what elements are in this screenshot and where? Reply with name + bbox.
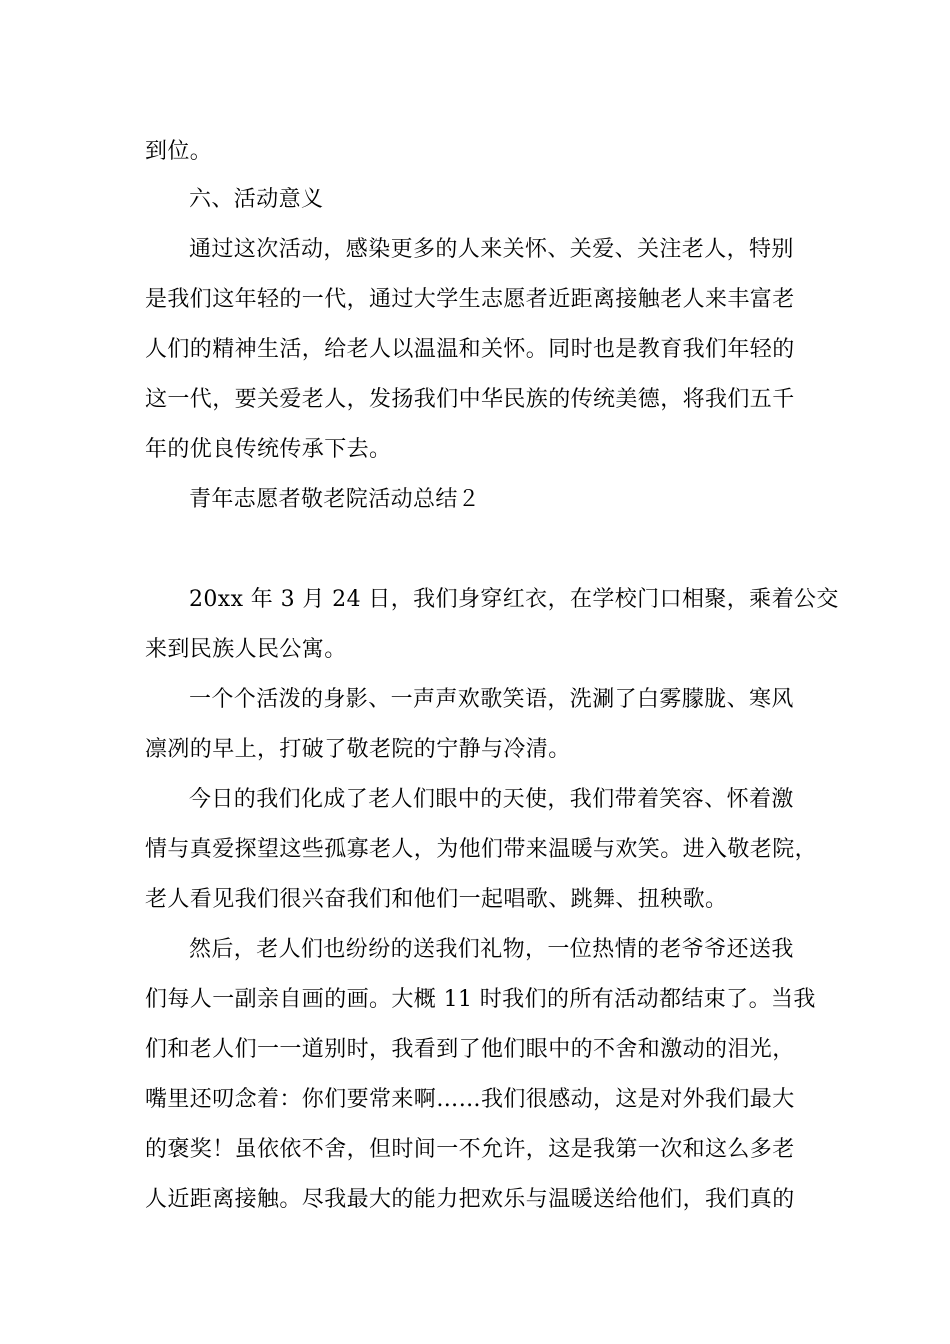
text-line: 情与真爱探望这些孤寡老人，为他们带来温暖与欢笑。进入敬老院，: [145, 837, 818, 862]
text-line: 们每人一副亲自画的画。大概 11 时我们的所有活动都结束了。当我: [145, 987, 816, 1012]
text-line: 是我们这年轻的一代，通过大学生志愿者近距离接触老人来丰富老: [145, 287, 795, 312]
text-line: 年的优良传统传承下去。: [145, 437, 392, 462]
text-line: 嘴里还叨念着：你们要常来啊……我们很感动，这是对外我们最大: [145, 1087, 795, 1112]
text-line: 人近距离接触。尽我最大的能力把欢乐与温暖送给他们，我们真的: [145, 1187, 795, 1212]
text-line: 这一代，要关爱老人，发扬我们中华民族的传统美德，将我们五千: [145, 387, 795, 412]
article-title: 青年志愿者敬老院活动总结２: [189, 487, 481, 512]
section-heading: 六、活动意义: [189, 187, 324, 212]
text-line: 老人看见我们很兴奋我们和他们一起唱歌、跳舞、扭秧歌。: [145, 887, 728, 912]
text-line: 今日的我们化成了老人们眼中的天使，我们带着笑容、怀着激: [189, 787, 794, 812]
text-line: 的褒奖！虽依依不舍，但时间一不允许，这是我第一次和这么多老: [145, 1137, 795, 1162]
text-line: 来到民族人民公寓。: [145, 637, 347, 662]
text-line: 一个个活泼的身影、一声声欢歌笑语，洗涮了白雾朦胧、寒风: [189, 687, 794, 712]
text-line: 人们的精神生活，给老人以温温和关怀。同时也是教育我们年轻的: [145, 337, 795, 362]
text-line: 通过这次活动，感染更多的人来关怀、关爱、关注老人，特别: [189, 237, 794, 262]
text-line: 然后，老人们也纷纷的送我们礼物，一位热情的老爷爷还送我: [189, 937, 794, 962]
text-line: 凛冽的早上，打破了敬老院的宁静与冷清。: [145, 737, 571, 762]
text-line: 到位。: [145, 139, 213, 164]
text-line: 20xx 年 3 月 24 日，我们身穿红衣，在学校门口相聚，乘着公交: [189, 587, 839, 612]
text-line: 们和老人们一一道别时，我看到了他们眼中的不舍和激动的泪光，: [145, 1037, 795, 1062]
